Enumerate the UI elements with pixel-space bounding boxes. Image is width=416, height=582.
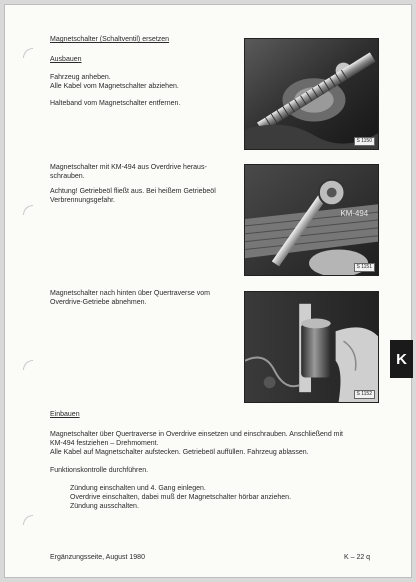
page-title: Magnetschalter (Schaltventil) ersetzen xyxy=(50,36,170,43)
instruction-step: Magnetschalter mit KM-494 aus Overdrive heraus- schrauben. xyxy=(50,164,207,180)
instruction-step: Halteband vom Magnetschalter entfernen. xyxy=(50,100,181,107)
punch-hole-mark xyxy=(23,205,33,215)
section-tab-k: K xyxy=(390,340,413,378)
tool-label: KM-494 xyxy=(340,209,369,219)
photo-solenoid-install xyxy=(244,291,379,403)
punch-hole-mark xyxy=(23,48,33,58)
page-number: K – 22 q xyxy=(344,554,371,561)
warning-note: Achtung! Getriebeöl fließt aus. Bei heißem Getriebeöl Verbrennungsgefahr. xyxy=(50,188,216,204)
figure-reference: S 1152 xyxy=(354,390,375,399)
punch-hole-mark xyxy=(23,360,33,370)
manual-page xyxy=(4,4,412,578)
instruction-step: Magnetschalter über Quertraverse in Overdrive einsetzen und einschrauben. Anschließend mit KM-494 festziehen – Drehmoment. Alle Kabel auf Magnetschalter aufstecken. Getriebeöl auffüllen. Fahrzeug ablassen. xyxy=(50,431,343,456)
instruction-step: Magnetschalter nach hinten über Quertraverse vom Overdrive-Getriebe abnehmen. xyxy=(50,290,210,306)
footer-note: Ergänzungsseite, August 1980 xyxy=(50,554,145,561)
instruction-step: Fahrzeug anheben. Alle Kabel vom Magnetschalter abziehen. xyxy=(50,74,179,90)
check-list: Zündung einschalten und 4. Gang einlegen. Overdrive einschalten, dabei muß der Magnetschalter hörbar anziehen. Zündung ausschalten. xyxy=(70,485,292,510)
photo-solenoid-removal xyxy=(244,38,379,150)
figure-reference: S 1151 xyxy=(354,263,375,272)
photo-tool-km494 xyxy=(244,164,379,276)
instruction-step: Funktionskontrolle durchführen. xyxy=(50,467,149,474)
punch-hole-mark xyxy=(23,515,33,525)
section-heading-ausbauen: Ausbauen xyxy=(50,56,82,63)
figure-reference: S 1150 xyxy=(354,137,375,146)
section-heading-einbauen: Einbauen xyxy=(50,411,80,418)
